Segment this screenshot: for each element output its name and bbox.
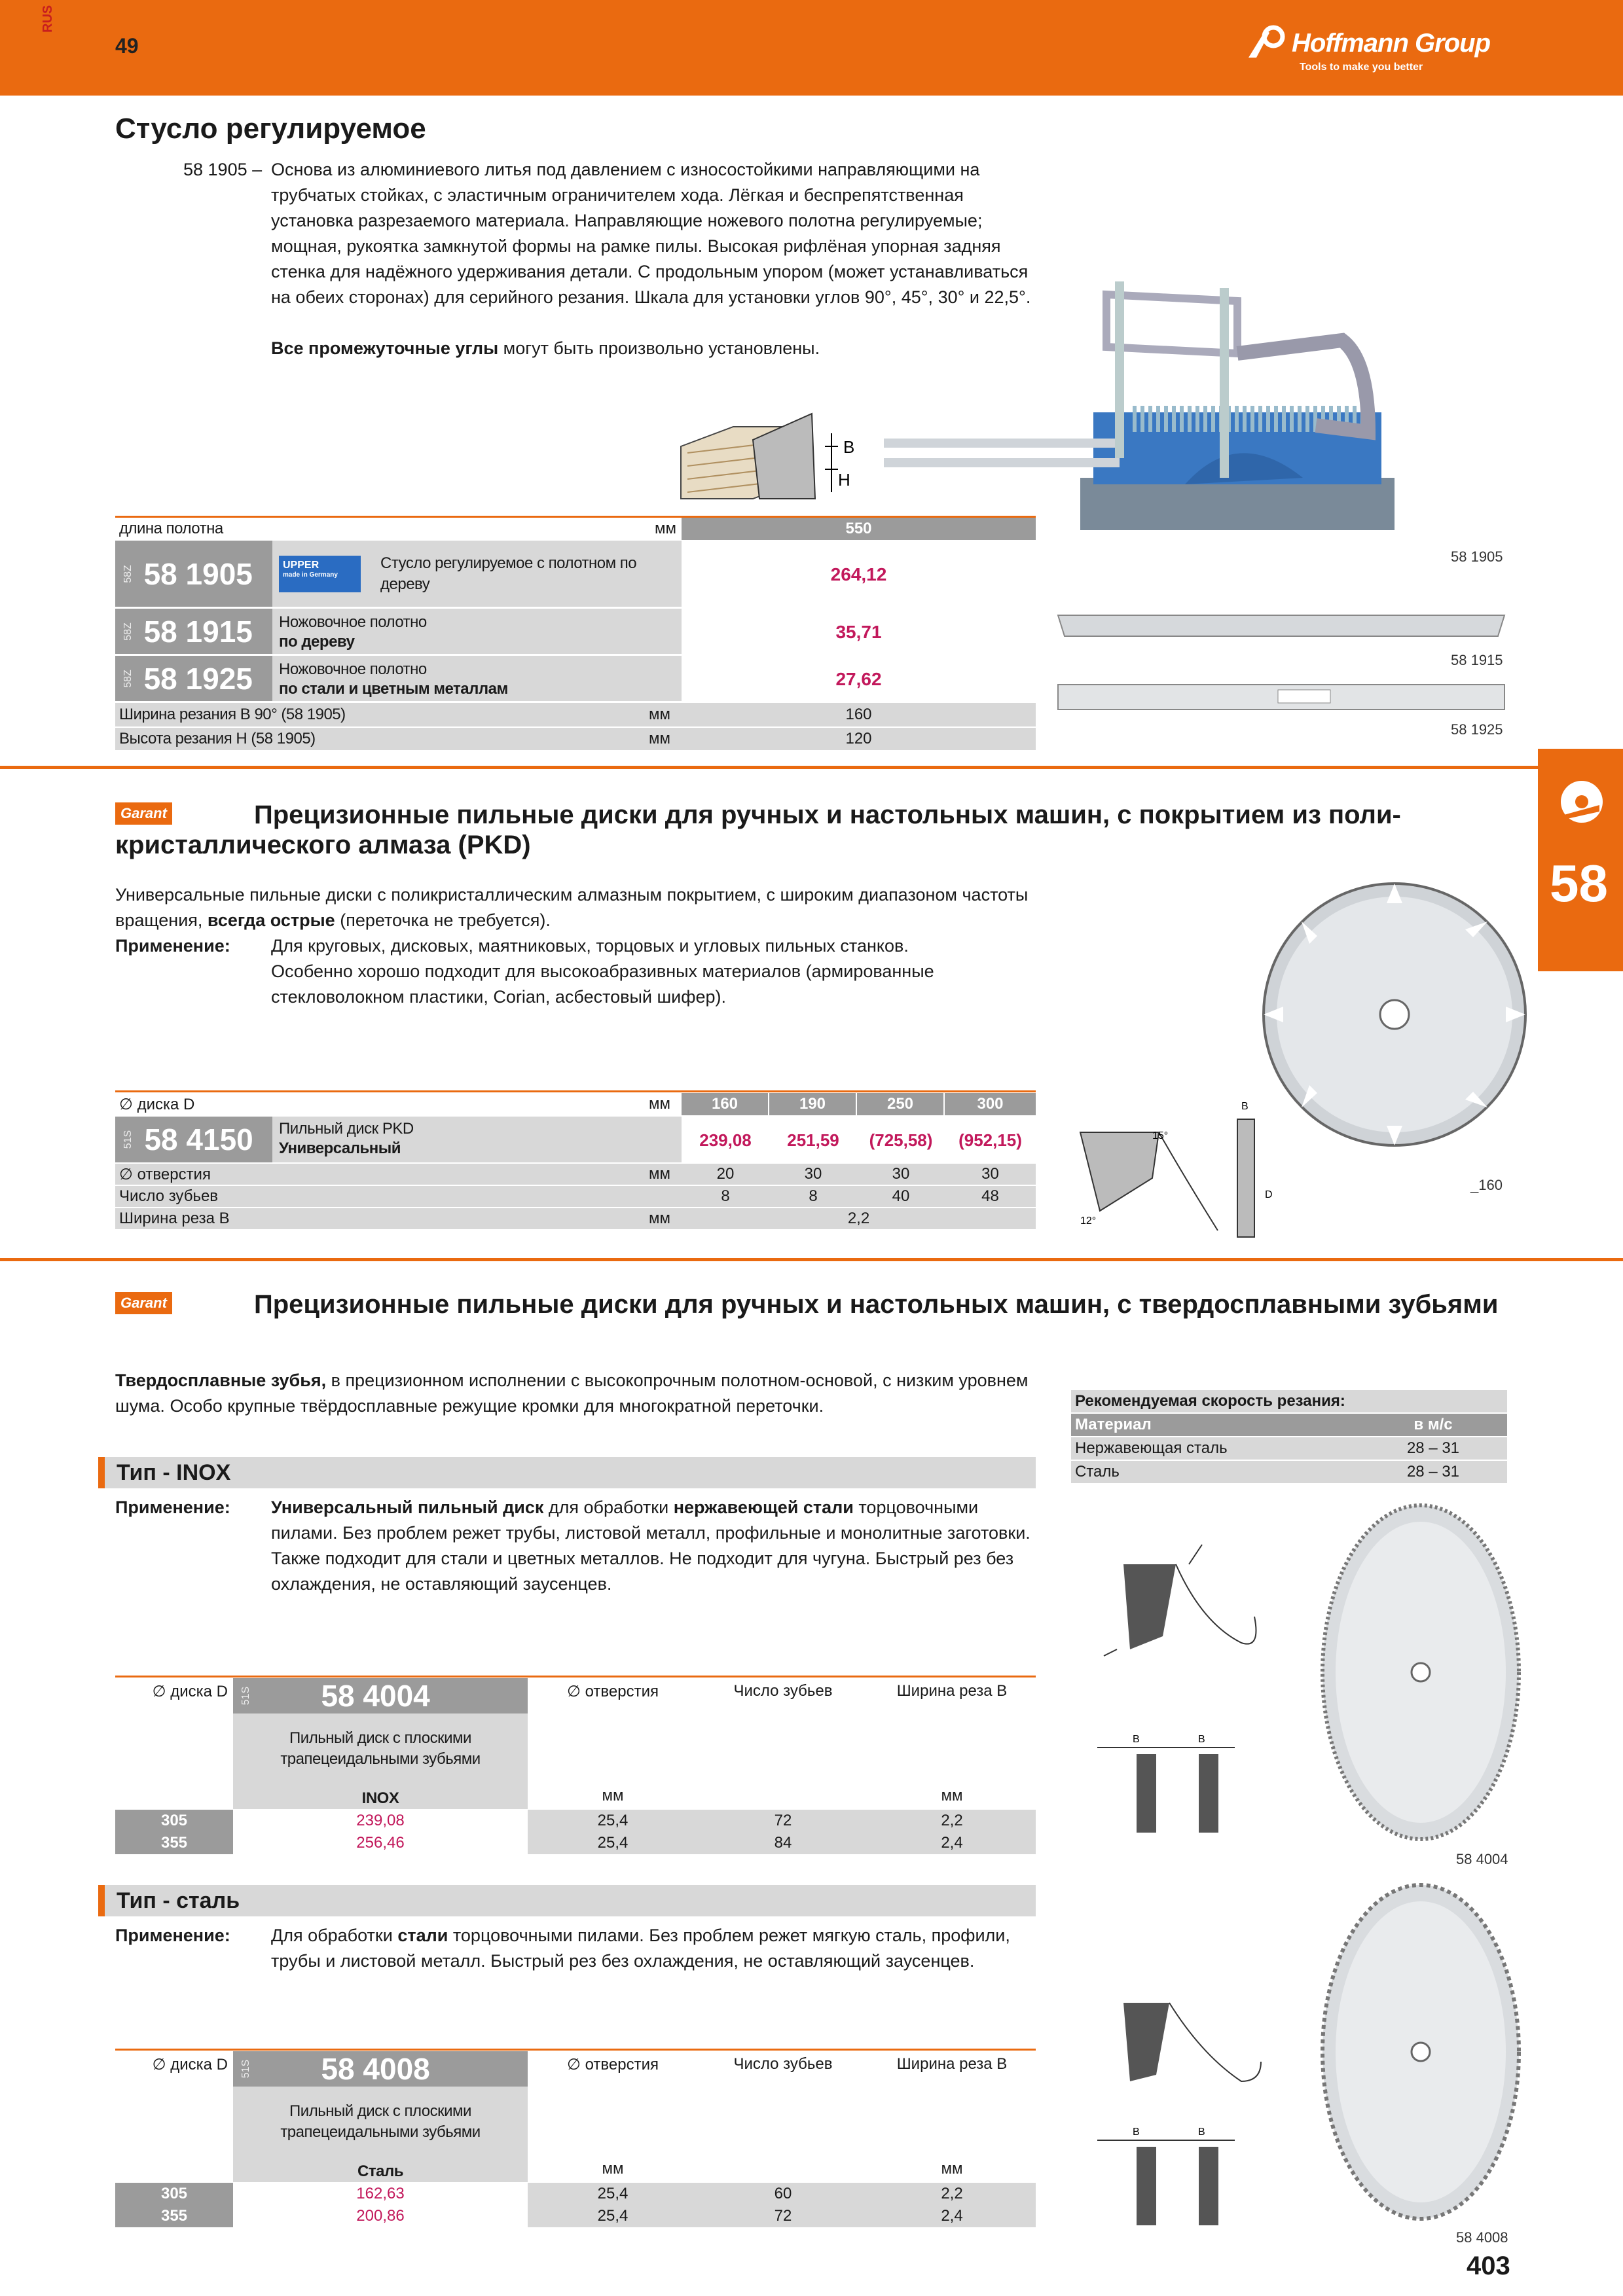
s3-desc-bold: Твердосплавные зубья,	[115, 1371, 327, 1390]
hoffmann-logo	[1247, 25, 1542, 77]
width-label: Ширина реза B	[119, 1210, 230, 1227]
inox-row	[115, 1809, 1036, 1831]
speed-value: 28 – 31	[1406, 1463, 1460, 1480]
inox-app-text	[271, 1495, 1030, 1597]
steel-desc-cell	[233, 2087, 528, 2182]
d-value: 305	[115, 1810, 233, 1832]
teeth-value: 40	[892, 1187, 910, 1205]
s1-item-desc-cell	[272, 609, 682, 654]
article-vcode: 51S	[240, 2059, 252, 2079]
teeth-head: Число зубьев	[733, 1682, 833, 1700]
speed-material: Сталь	[1075, 1463, 1120, 1480]
inox-article-col	[233, 1678, 528, 1809]
unit: мм	[941, 1787, 963, 1804]
article-vcode: 51S	[122, 1130, 134, 1149]
speed-title: Рекомендуемая скорость резания:	[1071, 1390, 1507, 1412]
article-cell	[115, 541, 272, 607]
s2-description	[115, 882, 1045, 933]
item-desc: Ножовочное полотно	[279, 660, 427, 678]
size-col: 250	[857, 1093, 945, 1115]
article-number: 58 4008	[321, 2052, 430, 2086]
s2-hole-row	[115, 1162, 1036, 1185]
teeth-value: 72	[698, 1810, 868, 1832]
foot-label: Высота резания Н (58 1905)	[119, 730, 316, 747]
inox-b1: Универсальный пильный диск	[271, 1498, 544, 1517]
item-price: 200,86	[356, 2207, 405, 2225]
diagram-b-label: B	[843, 437, 855, 457]
width-value: 2,4	[868, 2205, 1036, 2227]
garant-logo: Garant	[115, 1292, 172, 1314]
caption: _160	[1470, 1177, 1503, 1193]
rule	[115, 2049, 1036, 2051]
speed-value: 28 – 31	[1406, 1439, 1460, 1457]
article-cell	[115, 609, 272, 654]
b-label: B	[1198, 2126, 1205, 2138]
s2-desc-c: (переточка не требуется).	[335, 910, 551, 930]
article-cell	[233, 2051, 528, 2087]
foot-value: 160	[845, 706, 872, 723]
article-cell	[115, 1117, 272, 1162]
item-price: 27,62	[835, 669, 882, 689]
language-code: RUS	[41, 5, 55, 33]
steel-table	[115, 2051, 1036, 2227]
b-label: B	[1133, 1734, 1140, 1745]
s1-desc-text: Основа из алюминиевого литья под давлением с износостойкими направляющими на трубчатых стойках, с эластичным ограничителем хода. Лёгкая и беспрепятственная установка разрезаемого материала. Направляющие ножевого полотна регулируемые; мощная, рукоятка замкнутой формы на рамке пилы. Высокая рифлёная упорная задняя стенка для надёжного удерживания детали. С продольным упором (может устанавливаться на обеих сторонах) для серийного резания. Шкала для установки углов 90°, 45°, 30° и 22,5°.	[271, 160, 1031, 307]
brand-tagline: Tools to make you better	[1300, 62, 1423, 73]
hole-value: 25,4	[528, 2183, 698, 2205]
steel-t2: торцовочными пилами. Без проблем режет мягкую сталь, профили, трубы и листовой металл. Быстрый рез без охлаждения, не оставляющий заусенцев.	[271, 1926, 1010, 1971]
article-cell	[115, 656, 272, 701]
diagram-h-label: H	[838, 470, 850, 490]
hole-label: ∅ отверстия	[119, 1165, 211, 1183]
d-value: 355	[115, 1832, 233, 1854]
steel-t1: Для обработки	[271, 1926, 398, 1945]
item-kind: Сталь	[357, 2162, 403, 2180]
hole-value: 25,4	[528, 2205, 698, 2227]
teeth-value: 8	[809, 1187, 818, 1205]
s1-note-tail: могут быть произвольно установлены.	[498, 338, 820, 358]
teeth-value: 60	[698, 2183, 868, 2205]
s2-item-desc	[272, 1117, 682, 1162]
foot-label: Ширина резания В 90° (58 1905)	[119, 706, 346, 723]
speed-header	[1071, 1414, 1507, 1436]
garant-logo: Garant	[115, 802, 172, 825]
s2-desc-b: всегда острые	[207, 910, 335, 930]
item-desc: Пильный диск PKD	[279, 1120, 414, 1138]
s1-foot-row	[115, 726, 1036, 750]
hole-value: 30	[804, 1165, 822, 1183]
s1-item-row	[115, 609, 1036, 656]
width-value: 2,2	[868, 2183, 1036, 2205]
inox-t1: для обработки	[543, 1498, 674, 1517]
caption: 58 1905	[1451, 548, 1503, 565]
unit: мм	[649, 1210, 670, 1227]
s2-header-row	[115, 1093, 1036, 1115]
width-head: Ширина реза B	[896, 1682, 1008, 1700]
steel-width-diagram	[1091, 2121, 1241, 2232]
col	[868, 2051, 1036, 2182]
upper-badge	[279, 556, 361, 592]
s1-length-value: 550	[682, 518, 1036, 540]
teeth-value: 72	[698, 2205, 868, 2227]
item-kind: INOX	[361, 1789, 399, 1807]
d-value: 305	[115, 2183, 233, 2205]
hole-value: 25,4	[528, 1810, 698, 1832]
inox-width-diagram	[1091, 1728, 1241, 1839]
b-label: B	[1198, 1734, 1205, 1745]
page-number-top: 49	[115, 34, 139, 58]
speed-row	[1071, 1461, 1507, 1483]
s1-item-desc-cell	[272, 656, 682, 701]
article-number: 58 4004	[321, 1679, 430, 1713]
item-price: 256,46	[356, 1834, 405, 1852]
teeth-value: 84	[698, 1832, 868, 1854]
s2-dia-label: ∅ диска D	[119, 1095, 195, 1113]
s1-note-bold: Все промежуточные углы	[271, 338, 499, 358]
width-head: Ширина реза B	[896, 2055, 1008, 2073]
steel-b1: стали	[397, 1926, 448, 1945]
s1-code-dash: 58 1905 –	[183, 160, 263, 179]
page-number-bottom: 403	[1467, 2251, 1510, 2280]
s2-app-text: Для круговых, дисковых, маятниковых, торцовых и угловых пильных станков. Особенно хорошо подходит для высокоабразивных материалов (армированные стекловолокном пластики, Corian, асбестовый шифер).	[271, 936, 934, 1007]
b-label: B	[1133, 2126, 1140, 2138]
b-label: B	[1241, 1101, 1249, 1112]
cutting-diagram	[674, 401, 871, 512]
s3-description	[115, 1368, 1045, 1419]
s2-width-row	[115, 1207, 1036, 1229]
item-price: (952,15)	[958, 1130, 1022, 1150]
item-desc-bold: Универсальный	[279, 1139, 401, 1157]
steel-blade-image	[1316, 1878, 1525, 2225]
hole-head: ∅ отверстия	[567, 2056, 659, 2073]
pkd-angle-diagram	[1074, 1100, 1290, 1244]
hole-head: ∅ отверстия	[567, 1683, 659, 1700]
section3-title: Прецизионные пильные диски для ручных и настольных машин, с твердосплавными зубьями	[254, 1290, 1499, 1319]
item-price: 251,59	[787, 1130, 839, 1150]
section-divider	[0, 1258, 1623, 1261]
section2-title: Прецизионные пильные диски для ручных и настольных машин, с покрытием из поли-кристаллического алмаза (PKD)	[115, 800, 1401, 859]
unit: мм	[602, 2160, 624, 2178]
type-inox-header: Тип - INOX	[98, 1457, 1036, 1488]
s1-table	[115, 518, 1036, 750]
item-desc-bold: по стали и цветным металлам	[279, 680, 508, 698]
article-vcode: 58Z	[122, 622, 134, 641]
s2-item-row	[115, 1115, 1036, 1162]
d-label: ∅ диска D	[152, 2056, 228, 2073]
s1-foot-row	[115, 703, 1036, 726]
speed-material: Нержавеющая сталь	[1075, 1439, 1228, 1457]
inox-desc-cell	[233, 1713, 528, 1809]
steel-row	[115, 2182, 1036, 2204]
col	[528, 1678, 698, 1809]
item-price: (725,58)	[869, 1130, 933, 1150]
article-number: 58 4150	[144, 1122, 253, 1157]
article-vcode: 58Z	[122, 564, 134, 583]
s1-length-label: длина полотна	[119, 520, 223, 537]
s1-row-length	[115, 518, 1036, 541]
hole-value: 25,4	[528, 1832, 698, 1854]
section-divider	[0, 766, 1538, 769]
upper-badge-sub: made in Germany	[283, 571, 338, 579]
item-desc-bold: по дереву	[279, 633, 355, 651]
steel-head	[115, 2051, 1036, 2182]
item-desc: Пильный диск с плоскими трапецеидальными зубьями	[280, 1729, 481, 1768]
article-number: 58 1905	[143, 556, 253, 591]
article-number: 58 1915	[143, 614, 253, 649]
s3-desc-text: в прецизионном исполнении с высокопрочным полотном-основой, с низким уровнем шума. Особо крупные твёрдосплавные режущие кромки для многократной переточки.	[115, 1371, 1029, 1416]
speed-col1: Материал	[1075, 1416, 1152, 1433]
d-label: D	[1265, 1189, 1273, 1200]
article-vcode: 51S	[240, 1686, 252, 1706]
item-desc: Стусло регулируемое с полотном по дереву	[380, 554, 637, 593]
steel-row	[115, 2204, 1036, 2227]
d-label: ∅ диска D	[152, 1683, 228, 1700]
item-price: 239,08	[699, 1130, 752, 1150]
section-number: 58	[1550, 854, 1608, 912]
unit: мм	[941, 2160, 963, 2178]
blade-metal-image	[1055, 681, 1507, 713]
s2-teeth-row	[115, 1185, 1036, 1207]
inox-table	[115, 1678, 1036, 1854]
foot-unit: мм	[649, 730, 670, 747]
type-steel-header: Тип - сталь	[98, 1885, 1036, 1916]
caption: 58 1925	[1451, 721, 1503, 738]
s1-item-row	[115, 541, 1036, 609]
size-col: 300	[945, 1093, 1036, 1115]
width-value: 2,4	[868, 1832, 1036, 1854]
angle-12: 12°	[1080, 1215, 1097, 1227]
speed-col2: в м/с	[1413, 1416, 1453, 1433]
hole-value: 20	[716, 1165, 735, 1183]
size-col: 160	[682, 1093, 769, 1115]
unit: мм	[649, 1165, 670, 1183]
rule	[115, 1090, 1036, 1092]
inox-t2: торцовочными пилами. Без проблем режет трубы, листовой металл, профильные и монолитные заготовки. Также подходит для стали и цветных металлов. Не подходит для чугуна. Быстрый рез без охлаждения, не оставляющий заусенцев.	[271, 1498, 1030, 1594]
foot-value: 120	[845, 730, 872, 747]
section1-title: Стусло регулируемое	[115, 113, 426, 145]
caption: 58 4004	[1456, 1851, 1508, 1867]
inox-app-label: Применение:	[115, 1498, 230, 1517]
teeth-head: Число зубьев	[733, 2055, 833, 2073]
speed-row	[1071, 1437, 1507, 1460]
saw-blade-icon	[1559, 779, 1605, 825]
unit: мм	[602, 1787, 624, 1804]
caption: 58 4008	[1456, 2229, 1508, 2246]
article-vcode: 58Z	[122, 669, 134, 688]
steel-app-label: Применение:	[115, 1926, 230, 1945]
item-price: 35,71	[835, 622, 882, 642]
hole-value: 30	[892, 1165, 910, 1183]
hole-value: 30	[981, 1165, 999, 1183]
blade-wood-image	[1055, 613, 1507, 639]
d-value: 355	[115, 2205, 233, 2227]
angle-15: 15°	[1152, 1130, 1169, 1141]
steel-app-text	[271, 1923, 1030, 1974]
steel-tooth-diagram	[1091, 1977, 1274, 2108]
inox-tooth-diagram	[1091, 1538, 1274, 1669]
s2-desc-a: Универсальные пильные диски с поликристаллическим алмазным покрытием, с широким диапазоном частоты вращения,	[115, 885, 1029, 930]
inox-head	[115, 1678, 1036, 1809]
article-number: 58 1925	[143, 661, 253, 696]
pkd-blade-image	[1257, 877, 1532, 1152]
teeth-value: 48	[981, 1187, 999, 1205]
rule	[115, 1676, 1036, 1677]
width-value: 2,2	[868, 1810, 1036, 1832]
brand-name: Hoffmann Group	[1292, 29, 1491, 58]
section-tab	[1538, 749, 1623, 971]
col	[528, 2051, 698, 2182]
width-value: 2,2	[847, 1210, 870, 1227]
s1-item-row	[115, 656, 1036, 703]
inox-row	[115, 1831, 1036, 1854]
hoffmann-logo-icon	[1247, 25, 1289, 59]
inox-b2: нержавеющей стали	[673, 1498, 854, 1517]
caption: 58 1915	[1451, 652, 1503, 668]
teeth-label: Число зубьев	[119, 1187, 219, 1205]
col	[868, 1678, 1036, 1809]
item-price: 239,08	[356, 1812, 405, 1829]
s2-app-label: Применение:	[115, 936, 230, 956]
s2-unit: мм	[649, 1095, 670, 1113]
inox-blade-image	[1316, 1499, 1525, 1846]
size-col: 190	[769, 1093, 857, 1115]
page-header	[0, 0, 1623, 96]
steel-article-col	[233, 2051, 528, 2182]
speed-table	[1071, 1390, 1507, 1483]
item-price: 162,63	[356, 2185, 405, 2202]
upper-badge-text: UPPER	[283, 559, 319, 571]
item-price: 264,12	[830, 564, 887, 584]
mitre-box-image	[871, 262, 1460, 537]
item-desc: Ножовочное полотно	[279, 613, 427, 631]
s1-item-desc-cell	[272, 541, 682, 607]
s2-table	[115, 1093, 1036, 1229]
foot-unit: мм	[649, 706, 670, 723]
article-cell	[233, 1678, 528, 1713]
teeth-value: 8	[721, 1187, 730, 1205]
item-desc: Пильный диск с плоскими трапецеидальными зубьями	[280, 2102, 481, 2141]
s1-length-unit: мм	[655, 520, 676, 537]
